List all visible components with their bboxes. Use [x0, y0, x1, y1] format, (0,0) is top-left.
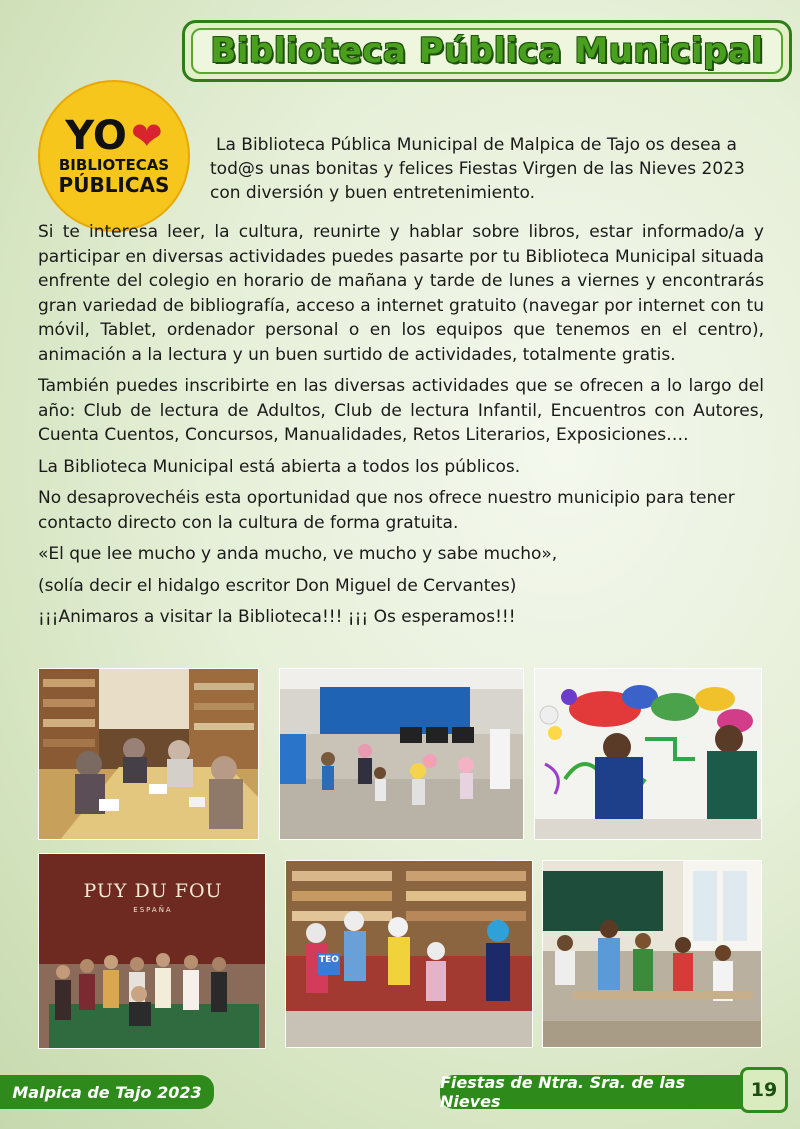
logo-yo-row	[65, 113, 163, 159]
photo-children-masks	[285, 860, 533, 1048]
heart-book-icon: ❤	[130, 114, 163, 158]
puy-du-fou-sign: PUY DU FOU	[83, 880, 223, 902]
title-inner	[191, 28, 783, 74]
page-number: 19	[740, 1067, 788, 1113]
paragraph-opportunity: No desaprovechéis esta oportunidad que nos ofrece nuestro municipio para tener contacto directo con la cultura de forma gratuita.	[38, 488, 735, 533]
paragraph-invitation: ¡¡¡Animaros a visitar la Biblioteca!!! ¡¡¡ Os esperamos!!!	[38, 607, 516, 627]
paragraph-quote: «El que lee mucho y anda mucho, ve mucho y sabe mucho»,	[38, 544, 558, 564]
paragraph-attribution: (solía decir el hidalgo escritor Don Miguel de Cervantes)	[38, 575, 517, 596]
footer-left-band	[0, 1075, 214, 1109]
paragraph-activities: También puedes inscribirte en las diversas actividades que se ofrecen a lo largo del año: Club de lectura de Adultos, Club de lectura Infantil, Encuentros con Autores, Cuenta Cuentos, Concursos, Manualidades, Retos Literarios, Exposiciones….	[38, 376, 764, 445]
photo-children-dancing	[279, 668, 524, 840]
footer-right-band	[440, 1075, 750, 1109]
paragraph-open: La Biblioteca Municipal está abierta a todos los públicos.	[38, 456, 521, 477]
photo-children-painting	[534, 668, 762, 840]
photo-adult-reading-club	[38, 668, 259, 840]
teo-book-cover: TEO	[319, 955, 339, 965]
intro-paragraph: La Biblioteca Pública Municipal de Malpica de Tajo os desea a tod@s unas bonitas y felices Fiestas Virgen de las Nieves 2023 con diversión y buen entretenimiento.	[210, 135, 745, 203]
yo-bibliotecas-publicas-logo	[38, 80, 190, 232]
title-banner	[182, 20, 792, 82]
photo-classroom-children	[542, 860, 762, 1048]
body-text	[38, 220, 764, 637]
puy-du-fou-subtitle: ESPAÑA	[133, 906, 173, 914]
footer-town-year: Malpica de Tajo 2023	[12, 1082, 202, 1102]
logo-line-publicas: PÚBLICAS	[58, 173, 170, 197]
page-title: Biblioteca Pública Municipal	[210, 31, 764, 71]
paragraph-services: Si te interesa leer, la cultura, reunirte y hablar sobre libros, estar informado/a y participar en diversas actividades puedes pasarte por tu Biblioteca Municipal situada enfrente del colegio en horario de mañana y tarde de lunes a viernes y encontrarás gran variedad de bibliografía, acceso a internet gratuito (navegar por internet con tu móvil, Tablet, ordenador personal o en los equipos que tenemos en el centro), animación a la lectura y un buen surtido de actividades, totalmente gratis.	[38, 222, 764, 365]
photo-puy-du-fou-presentation	[38, 853, 266, 1049]
footer-festival: Fiestas de Ntra. Sra. de las Nieves	[440, 1073, 686, 1111]
logo-yo-text: YO	[65, 113, 127, 159]
logo-line-bibliotecas: BIBLIOTECAS	[58, 156, 170, 174]
